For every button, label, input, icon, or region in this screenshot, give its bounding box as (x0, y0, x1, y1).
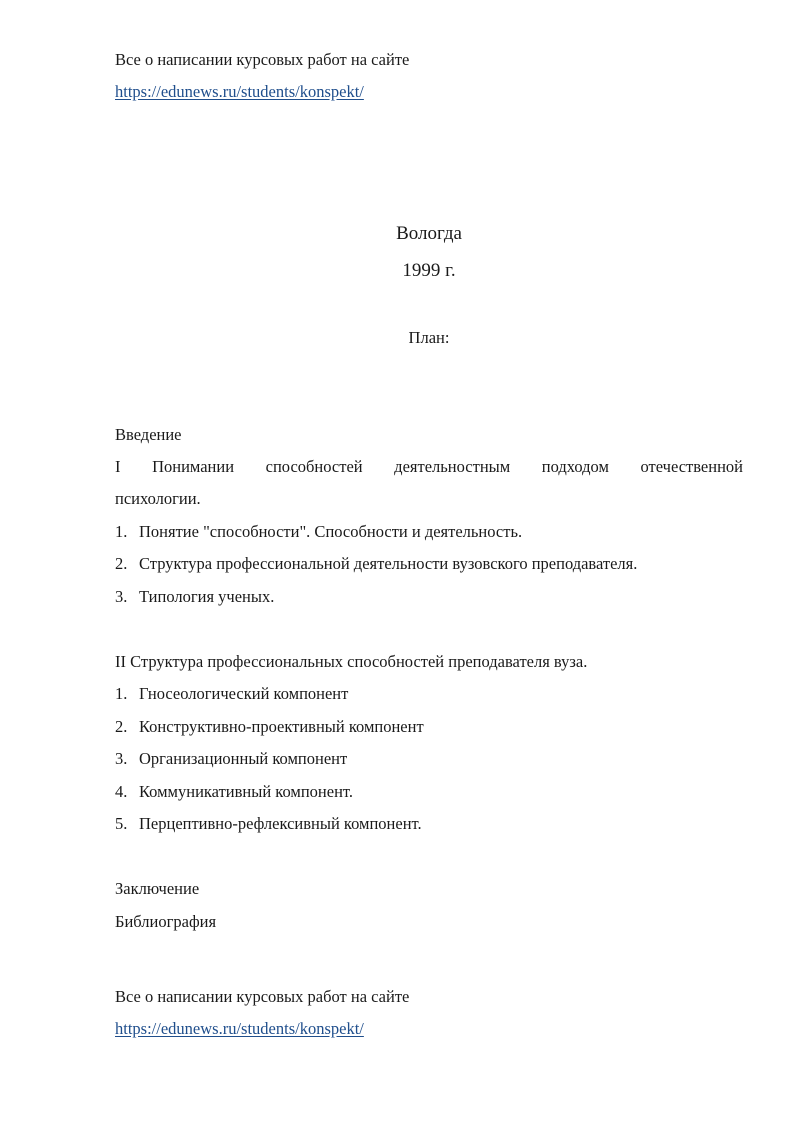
section1-title-line1: I Понимании способностей деятельностным подходом отечественной (115, 457, 743, 476)
list-item-number: 3. (115, 587, 128, 606)
list-item-text: Перцептивно-рефлексивный компонент. (139, 814, 422, 833)
list-item-number: 4. (115, 782, 128, 801)
list-item-text: Типология ученых. (139, 587, 275, 606)
list-item-number: 1. (115, 684, 128, 703)
list-item-text: Коммуникативный компонент. (139, 782, 353, 801)
section2-title: II Структура профессиональных способностей преподавателя вуза. (115, 652, 588, 671)
list-item-number: 3. (115, 749, 128, 768)
list-item-text: Понятие "способности". Способности и деятельность. (139, 522, 523, 541)
list-item (115, 684, 348, 704)
list-item (115, 587, 274, 607)
list-item-number: 1. (115, 522, 128, 541)
list-item-text: Структура профессиональной деятельности вузовского преподавателя. (139, 554, 638, 573)
list-item-number: 2. (115, 554, 128, 573)
list-item (115, 554, 637, 574)
header-promo-link[interactable]: https://edunews.ru/students/konspekt/ (115, 82, 364, 101)
list-item (115, 814, 422, 834)
city-label: Вологда (396, 223, 462, 244)
list-item (115, 522, 522, 542)
list-item (115, 749, 347, 769)
list-item-text: Организационный компонент (139, 749, 348, 768)
list-item-number: 5. (115, 814, 128, 833)
footer-promo-link[interactable]: https://edunews.ru/students/konspekt/ (115, 1019, 364, 1038)
year-label: 1999 г. (402, 260, 456, 281)
footer-promo-text: Все о написании курсовых работ на сайте (115, 987, 410, 1006)
list-item (115, 717, 424, 737)
plan-intro: Введение (115, 425, 182, 444)
list-item-text: Гносеологический компонент (139, 684, 349, 703)
plan-conclusion: Заключение (115, 879, 200, 898)
list-item-text: Конструктивно-проективный компонент (139, 717, 424, 736)
header-promo-text: Все о написании курсовых работ на сайте (115, 50, 410, 69)
plan-heading: План: (408, 328, 450, 347)
plan-bibliography: Библиография (115, 912, 217, 931)
list-item (115, 782, 353, 802)
list-item-number: 2. (115, 717, 128, 736)
section1-title-line2: психологии. (115, 489, 201, 508)
